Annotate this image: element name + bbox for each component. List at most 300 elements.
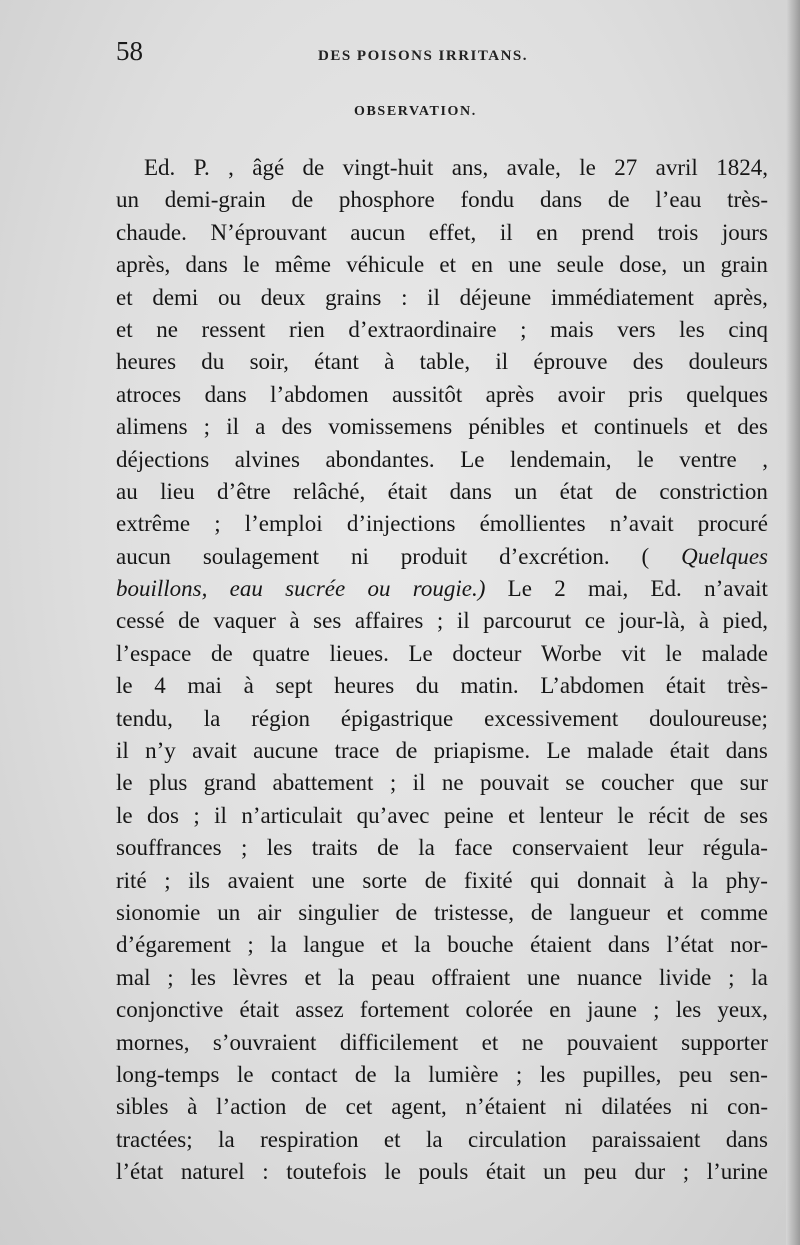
word: ni [350,543,369,569]
text-line [116,1124,768,1156]
word: le [116,802,133,828]
word: la [218,1126,235,1152]
text-line [116,1091,768,1123]
word: sorte [362,867,408,893]
word: et [116,316,133,342]
word: quelques [686,381,768,407]
word: mornes, [116,1029,190,1055]
word: trois [657,219,699,245]
word: matin. [460,673,519,699]
word: pied, [722,608,768,634]
word: plus [149,770,188,796]
word: immédiatement [550,284,694,310]
word: vomissemens [328,414,453,440]
word: abattement [272,770,374,796]
word: extrême [116,511,191,537]
word: très- [727,187,768,213]
running-head: DES POISONS IRRITANS. [318,48,529,64]
word: alimens [116,414,188,440]
word: tractées; [116,1126,193,1152]
word: il [214,802,227,828]
word: ou [367,576,391,602]
word: tristesse, [434,899,514,925]
word: après [485,381,535,407]
word: ; [515,1061,523,1087]
text-line [116,282,768,314]
word: tendu, [116,705,173,731]
page-header [0,36,800,76]
word: parcourut [483,608,572,634]
word: n’articulait [241,802,343,828]
word: la [691,867,709,893]
word: qui [530,867,560,893]
word: sibles [116,1094,169,1120]
word: Le [507,576,532,602]
text-line [116,573,768,605]
word: docteur [452,640,522,666]
text-line [116,217,768,249]
word: dans [449,478,492,504]
word: et [481,1029,499,1055]
word: ; [682,1159,690,1185]
word: bouillons, [116,576,208,602]
word: ; [167,964,174,990]
word: vingt-huit [342,155,434,180]
word: pupilles, [582,1061,662,1087]
text-line [116,703,768,735]
word: il [226,414,239,440]
word: ; [193,802,200,828]
word: grains [325,284,382,310]
word: au [116,478,138,504]
word: ou [218,284,242,310]
word: épigastrique [340,705,454,731]
word: des [281,414,313,440]
word: la [394,1061,411,1087]
text-line [116,476,768,508]
word: un [514,478,538,504]
word: air [257,899,282,925]
word: dans [204,381,247,407]
word: Le [546,738,571,764]
word: l’emploi [244,511,323,537]
word: nuance [577,964,643,990]
text-line [116,800,768,832]
text-line [116,379,768,411]
word: dans [607,932,650,958]
word: de [530,899,553,925]
word: cet [345,1094,373,1120]
word: très- [727,673,768,699]
word: P. [193,155,210,180]
word: bouche [447,932,514,958]
word: souffrances [116,835,222,861]
word: dans [725,1126,768,1152]
word: ; [247,932,254,958]
word: ; [389,770,397,796]
word: jours [721,219,768,245]
word: de [607,187,630,213]
word: malade [587,738,654,764]
word: aucun [116,543,171,569]
word: demi-grain [164,187,266,213]
word: que [690,770,724,796]
word: d’égarement [116,932,231,958]
word: le [116,673,133,699]
word: avaient [227,867,294,893]
word: la [203,705,221,731]
word: sen- [729,1061,768,1087]
word: étant [314,349,359,375]
word: de [615,478,637,504]
word: et [508,802,525,828]
word: Le [460,446,485,472]
word: la [425,1126,443,1152]
word: ans, [451,155,489,180]
word: respiration [260,1126,359,1152]
body-text [116,152,768,1189]
word: trace [334,738,380,764]
word: phy- [725,867,768,893]
text-line [116,249,768,281]
word: n’y [145,738,176,764]
word: : [401,284,408,310]
word: soir, [249,349,289,375]
word: traits [311,835,358,861]
word: paraissaient [591,1126,701,1152]
word: langueur [569,899,650,925]
word: à [384,349,395,375]
word: alvines [234,446,300,472]
word: il [412,770,426,796]
word: région [251,705,310,731]
word: les [190,964,217,990]
word: ; [728,964,735,990]
word: difficilement [339,1029,459,1055]
word: 27 [614,155,638,180]
word: dans [185,252,228,278]
word: l’abdomen [270,381,369,407]
word: cessé [116,608,165,634]
text-line [116,832,768,864]
word: mai [187,673,222,699]
word: l’eau [655,187,702,213]
text-line [116,929,768,961]
word: nor- [730,932,768,958]
text-line [116,314,768,346]
word: était [387,478,428,504]
word: eau [229,576,263,602]
word: vit [621,640,646,666]
word: état [559,478,593,504]
word: n’avait [609,511,674,537]
word: une [311,867,345,893]
word: jaune [587,997,637,1023]
word: constriction [659,478,768,504]
word: se [565,770,585,796]
word: et [439,252,457,278]
word: N’éprouvant [210,219,327,245]
word: sucrée [285,576,346,602]
word: de [178,608,200,634]
word: avale, [506,155,561,180]
text-line [116,865,768,897]
word: mai, [587,576,629,602]
word: dans [725,738,768,764]
text-line [116,670,768,702]
word: Ed. [144,155,176,180]
word: con- [727,1094,768,1120]
text-line [116,735,768,767]
word: de [395,899,418,925]
word: sur [739,770,768,796]
word: ses [739,802,768,828]
word: régula- [702,835,768,861]
word: déjections [116,446,210,472]
word: quatre [252,640,310,666]
word: récit [648,802,690,828]
word: grand [203,770,257,796]
text-line [116,962,768,994]
text-line [116,444,768,476]
text-line [116,152,768,184]
word: , [228,155,234,180]
word: la [414,932,431,958]
word: était [669,738,710,764]
word: continuels [593,414,689,440]
text-line [116,411,768,443]
word: ses [313,608,342,634]
word: de [354,1061,377,1087]
word: de [305,1094,327,1120]
word: rougie.) [412,576,486,602]
word: procuré [697,511,768,537]
text-line [116,346,768,378]
word: offraient [431,964,511,990]
word: à [243,673,254,699]
word: des [737,414,768,440]
word: Le [408,640,433,666]
word: fixité [464,867,513,893]
word: déjeune [459,284,532,310]
word: il [456,608,470,634]
word: de [703,802,726,828]
word: n’étaient [465,1094,547,1120]
text-line [116,541,768,573]
word: avoir [557,381,605,407]
word: lenteur [539,802,603,828]
word: le [116,770,133,796]
word: et [304,964,322,990]
word: à [289,608,300,634]
word: atroces [116,381,182,407]
word: comme [700,899,768,925]
word: et [116,284,133,310]
word: ce [584,608,606,634]
word: de [302,155,325,180]
word: des [632,349,664,375]
word: : [262,1159,269,1185]
word: d’excrétion. [499,543,610,569]
word: la [270,932,287,958]
word: le [617,802,634,828]
word: Ed. [650,576,682,602]
page-number: 58 [116,36,143,66]
word: toutefois [286,1159,367,1185]
word: de [377,835,399,861]
word: mais [550,316,594,342]
word: grain [720,252,768,278]
word: l’urine [706,1159,768,1185]
word: ne [441,770,464,796]
word: était [485,1159,526,1185]
text-line [116,897,768,929]
word: aucun [350,219,406,245]
word: sionomie [116,899,201,925]
word: un [682,252,706,278]
word: a [255,414,266,440]
word: une [527,964,561,990]
word: douleurs [688,349,768,375]
text-line [116,1027,768,1059]
word: d’injections [346,511,456,537]
word: livide [658,964,712,990]
word: véhicule [346,252,425,278]
word: la [751,964,768,990]
word: fortement [359,997,450,1023]
word: heures [116,349,177,375]
word: en [549,997,572,1023]
word: supporter [681,1029,768,1055]
word: et [666,899,684,925]
text-line [116,605,768,637]
word: était [665,673,706,699]
text-line [116,638,768,670]
word: âgé [252,155,285,180]
word: n’avait [704,576,768,602]
word: s’ouvraient [212,1029,317,1055]
word: il [116,738,129,764]
word: lieues. [329,640,389,666]
word: pouls [418,1159,469,1185]
word: vers [617,316,656,342]
word: Worbe [541,640,602,666]
word: ( [641,543,650,569]
word: pouvait [479,770,549,796]
text-line [116,767,768,799]
word: les [266,835,293,861]
word: prend [581,219,634,245]
word: dose, [619,252,668,278]
word: dur [634,1159,666,1185]
word: conservaient [512,835,629,861]
word: deux [260,284,306,310]
word: mal [116,964,151,990]
word: même [274,252,332,278]
word: à [663,867,674,893]
word: 2 [554,576,566,602]
word: fondu [460,187,515,213]
word: après, [116,252,171,278]
text-line [116,994,768,1026]
word: produit [400,543,468,569]
word: colorée [465,997,534,1023]
word: un [543,1159,567,1185]
word: 1824, [716,155,768,180]
word: lendemain, [510,446,612,472]
word: demi [152,284,199,310]
word: à [698,608,710,634]
word: 4 [154,673,166,699]
word: ne [521,1029,544,1055]
word: du [201,349,225,375]
word: ; [436,608,444,634]
word: d’être [217,478,271,504]
word: effet, [428,219,477,245]
word: l’état [666,932,714,958]
word: ; [214,511,221,537]
word: ressent [201,316,266,342]
word: peu [678,1061,713,1087]
word: l’espace [116,640,192,666]
word: malade [701,640,768,666]
word: en [471,252,493,278]
word: singulier [298,899,379,925]
word: une [508,252,542,278]
word: émollientes [479,511,586,537]
word: la [418,835,435,861]
word: assez [295,997,344,1023]
word: relâché, [293,478,366,504]
text-line [116,508,768,540]
word: lieu [160,478,195,504]
word: et [561,414,578,440]
word: affaires [354,608,424,634]
word: peine [443,802,494,828]
word: phosphore [338,187,435,213]
word: L’abdomen [540,673,645,699]
word: agent, [391,1094,447,1120]
word: dilatées [601,1094,672,1120]
word: ventre [679,446,737,472]
word: , [762,446,768,472]
word: et [704,414,722,440]
word: seule [556,252,604,278]
word: l’état [116,1159,164,1185]
word: circulation [468,1126,567,1152]
word: le [665,640,682,666]
word: face [454,835,493,861]
word: aucune [253,738,319,764]
word: un [217,899,241,925]
word: naturel [180,1159,245,1185]
word: était [239,997,280,1023]
word: de [424,867,447,893]
word: le [242,252,260,278]
word: long-temps [116,1061,220,1087]
word: il [499,219,513,245]
word: les [539,1061,566,1087]
word: Quelques [681,543,768,569]
word: lumière [428,1061,499,1087]
word: le [637,446,654,472]
word: le [384,1159,401,1185]
word: coucher [600,770,674,796]
word: ; [520,316,527,342]
word: du [415,673,439,699]
word: les [679,316,705,342]
word: ils [188,867,210,893]
